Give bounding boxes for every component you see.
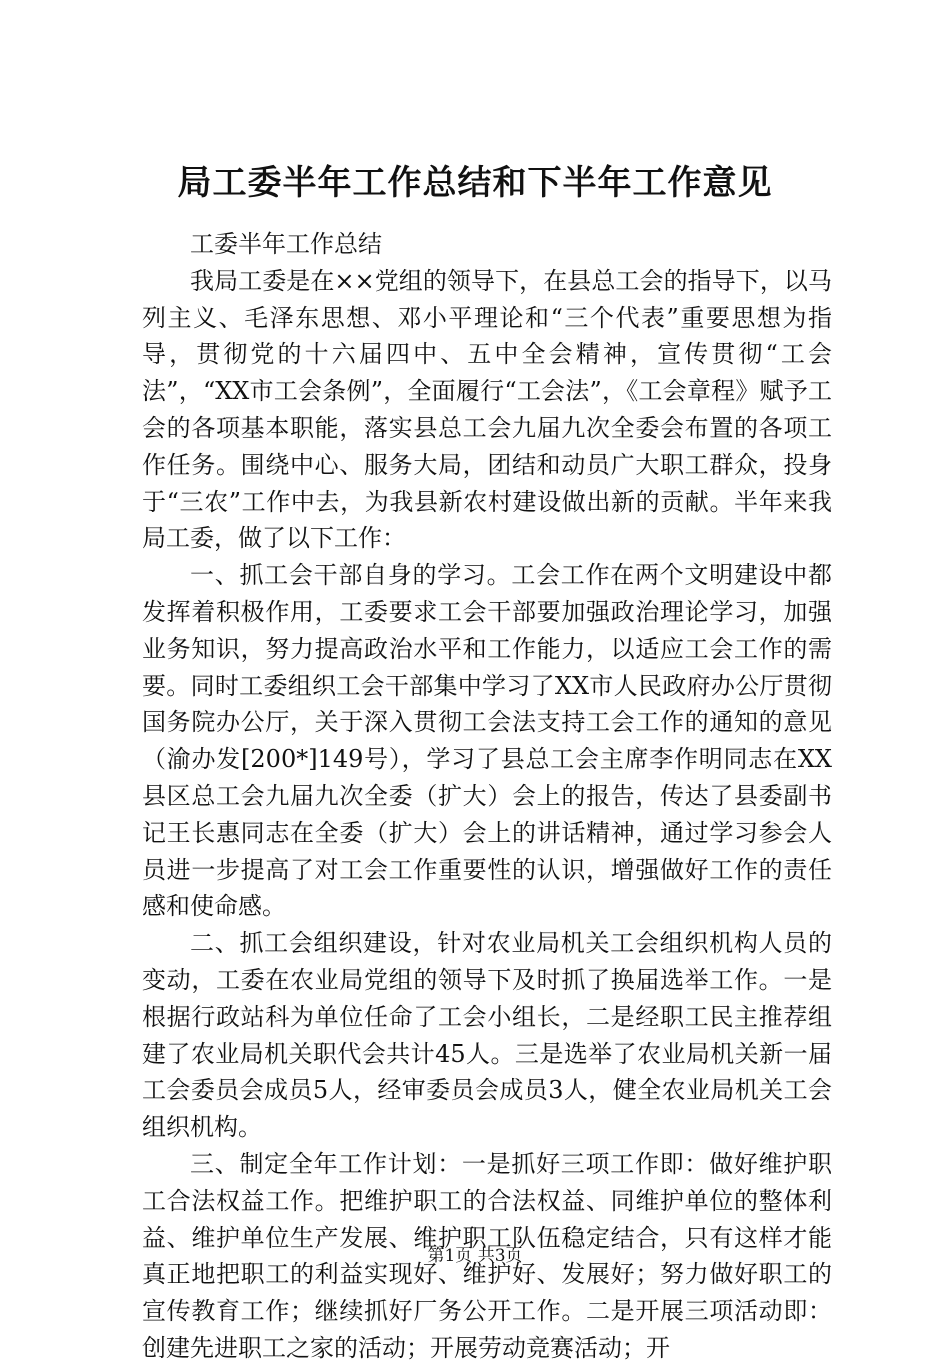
body-paragraph-2: 二、抓工会组织建设，针对农业局机关工会组织机构人员的变动，工委在农业局党组的领导下及时抓了换届选举工作。一是根据行政站科为单位任命了工会小组长，二是经职工民主推荐组建了农业局机关职代会共计45人。三是选举了农业局机关新一届工会委员会成员5人，经审委员会成员3人，健全农业局机关工会组织机构。 xyxy=(142,929,832,1142)
document-title: 局工委半年工作总结和下半年工作意见 xyxy=(177,163,773,203)
body-paragraph-1: 一、抓工会干部自身的学习。工会工作在两个文明建设中都发挥着积极作用，工委要求工会干部要加强政治理论学习，加强业务知识，努力提高政治水平和工作能力，以适应工会工作的需要。同时工委组织工会干部集中学习了XX市人民政府办公厅贯彻国务院办公厅，关于深入贯彻工会法支持工会工作的通知的意见（渝办发[200*]149号），学习了县总工会主席李作明同志在XX县区总工会九届九次全委（扩大）会上的报告，传达了县委副书记王长惠同志在全委（扩大）会上的讲话精神，通过学习参会人员进一步提高了对工会工作重要性的认识，增强做好工作的责任感和使命感。 xyxy=(142,561,832,921)
body-paragraph-intro: 我局工委是在××党组的领导下，在县总工会的指导下，以马列主义、毛泽东思想、邓小平理论和“三个代表”重要思想为指导，贯彻党的十六届四中、五中全会精神，宣传贯彻“工会法”，“XX市工会条例”，全面履行“工会法”，《工会章程》赋予工会的各项基本职能，落实县总工会九届九次全委会布置的各项工作任务。围绕中心、服务大局，团结和动员广大职工群众，投身于“三农”工作中去，为我县新农村建设做出新的贡献。半年来我局工委，做了以下工作： xyxy=(142,266,832,553)
section-heading: 工委半年工作总结 xyxy=(190,230,382,258)
document-body xyxy=(142,226,832,1367)
body-paragraph-3: 三、制定全年工作计划：一是抓好三项工作即：做好维护职工合法权益工作。把维护职工的合法权益、同维护单位的整体利益、维护单位生产发展、维护职工队伍稳定结合，只有这样才能真正地把职工的利益实现好、维护好、发展好；努力做好职工的宣传教育工作；继续抓好厂务公开工作。二是开展三项活动即：创建先进职工之家的活动；开展劳动竞赛活动；开 xyxy=(142,1149,832,1362)
page-number-footer: 第1页 共3页 xyxy=(427,1246,523,1266)
